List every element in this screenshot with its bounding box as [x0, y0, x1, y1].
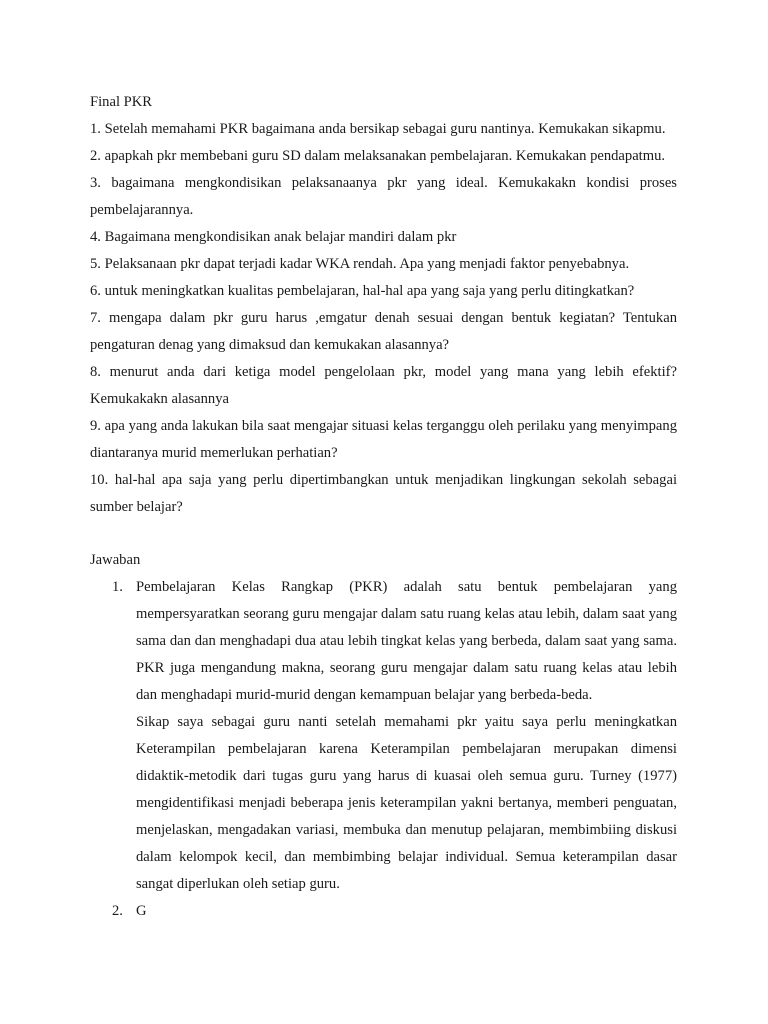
document-page [90, 89, 677, 925]
question-item: 3. bagaimana mengkondisikan pelaksanaanya pkr yang ideal. Kemukakakn kondisi proses pembelajarannya. [90, 175, 677, 218]
question-item: 5. Pelaksanaan pkr dapat terjadi kadar WKA rendah. Apa yang menjadi faktor penyebabnya. [90, 256, 630, 272]
answer-paragraph: Sikap saya sebagai guru nanti setelah memahami pkr yaitu saya perlu meningkatkan Keterampilan pembelajaran karena Keterampilan pembelajaran merupakan dimensi didaktik-metodik dari tugas guru yang harus di kuasai oleh semua guru. Turney (1977) mengidentifikasi menjadi beberapa jenis keterampilan yakni bertanya, memberi penguatan, menjelaskan, mengadakan variasi, membuka dan menutup pelajaran, membimbiing diskusi dalam kelompok kecil, dan membimbing belajar individual. Semua keterampilan dasar sangat diperlukan oleh setiap guru. [136, 714, 677, 892]
answer-item [90, 898, 677, 925]
question-item: 7. mengapa dalam pkr guru harus ,emgatur denah sesuai dengan bentuk kegiatan? Tentukan pengaturan denag yang dimaksud dan kemukakan alasannya? [90, 310, 677, 353]
answer-number: 2. [112, 903, 123, 919]
question-item: 8. menurut anda dari ketiga model pengelolaan pkr, model yang mana yang lebih efektif? Kemukakakn alasannya [90, 364, 677, 407]
answer-paragraph: Pembelajaran Kelas Rangkap (PKR) adalah satu bentuk pembelajaran yang mempersyaratkan seorang guru mengajar dalam satu ruang kelas atau lebih, dalam saat yang sama dan dan menghadapi dua atau lebih tingkat kelas yang berbeda, dalam saat yang sama. PKR juga mengandung makna, seorang guru mengajar dalam satu ruang kelas atau lebih dan menghadapi murid-murid dengan kemampuan belajar yang berbeda-beda. [136, 579, 677, 703]
answer-number: 1. [112, 579, 123, 595]
question-list [90, 116, 677, 521]
answer-item [90, 574, 677, 898]
document-title: Final PKR [90, 94, 153, 110]
answer-list [90, 574, 677, 925]
answer-paragraph: G [136, 903, 147, 919]
section-spacer [90, 521, 677, 547]
question-item: 2. apapkah pkr membebani guru SD dalam melaksanakan pembelajaran. Kemukakan pendapatmu. [90, 148, 666, 164]
question-item: 9. apa yang anda lakukan bila saat mengajar situasi kelas terganggu oleh perilaku yang menyimpang diantaranya murid memerlukan perhatian? [90, 418, 677, 461]
question-item: 6. untuk meningkatkan kualitas pembelajaran, hal-hal apa yang saja yang perlu ditingkatkan? [90, 283, 635, 299]
question-item: 10. hal-hal apa saja yang perlu dipertimbangkan untuk menjadikan lingkungan sekolah sebagai sumber belajar? [90, 472, 677, 515]
question-item: 4. Bagaimana mengkondisikan anak belajar mandiri dalam pkr [90, 229, 457, 245]
answers-heading: Jawaban [90, 552, 141, 568]
question-item: 1. Setelah memahami PKR bagaimana anda bersikap sebagai guru nantinya. Kemukakan sikapmu. [90, 121, 666, 137]
